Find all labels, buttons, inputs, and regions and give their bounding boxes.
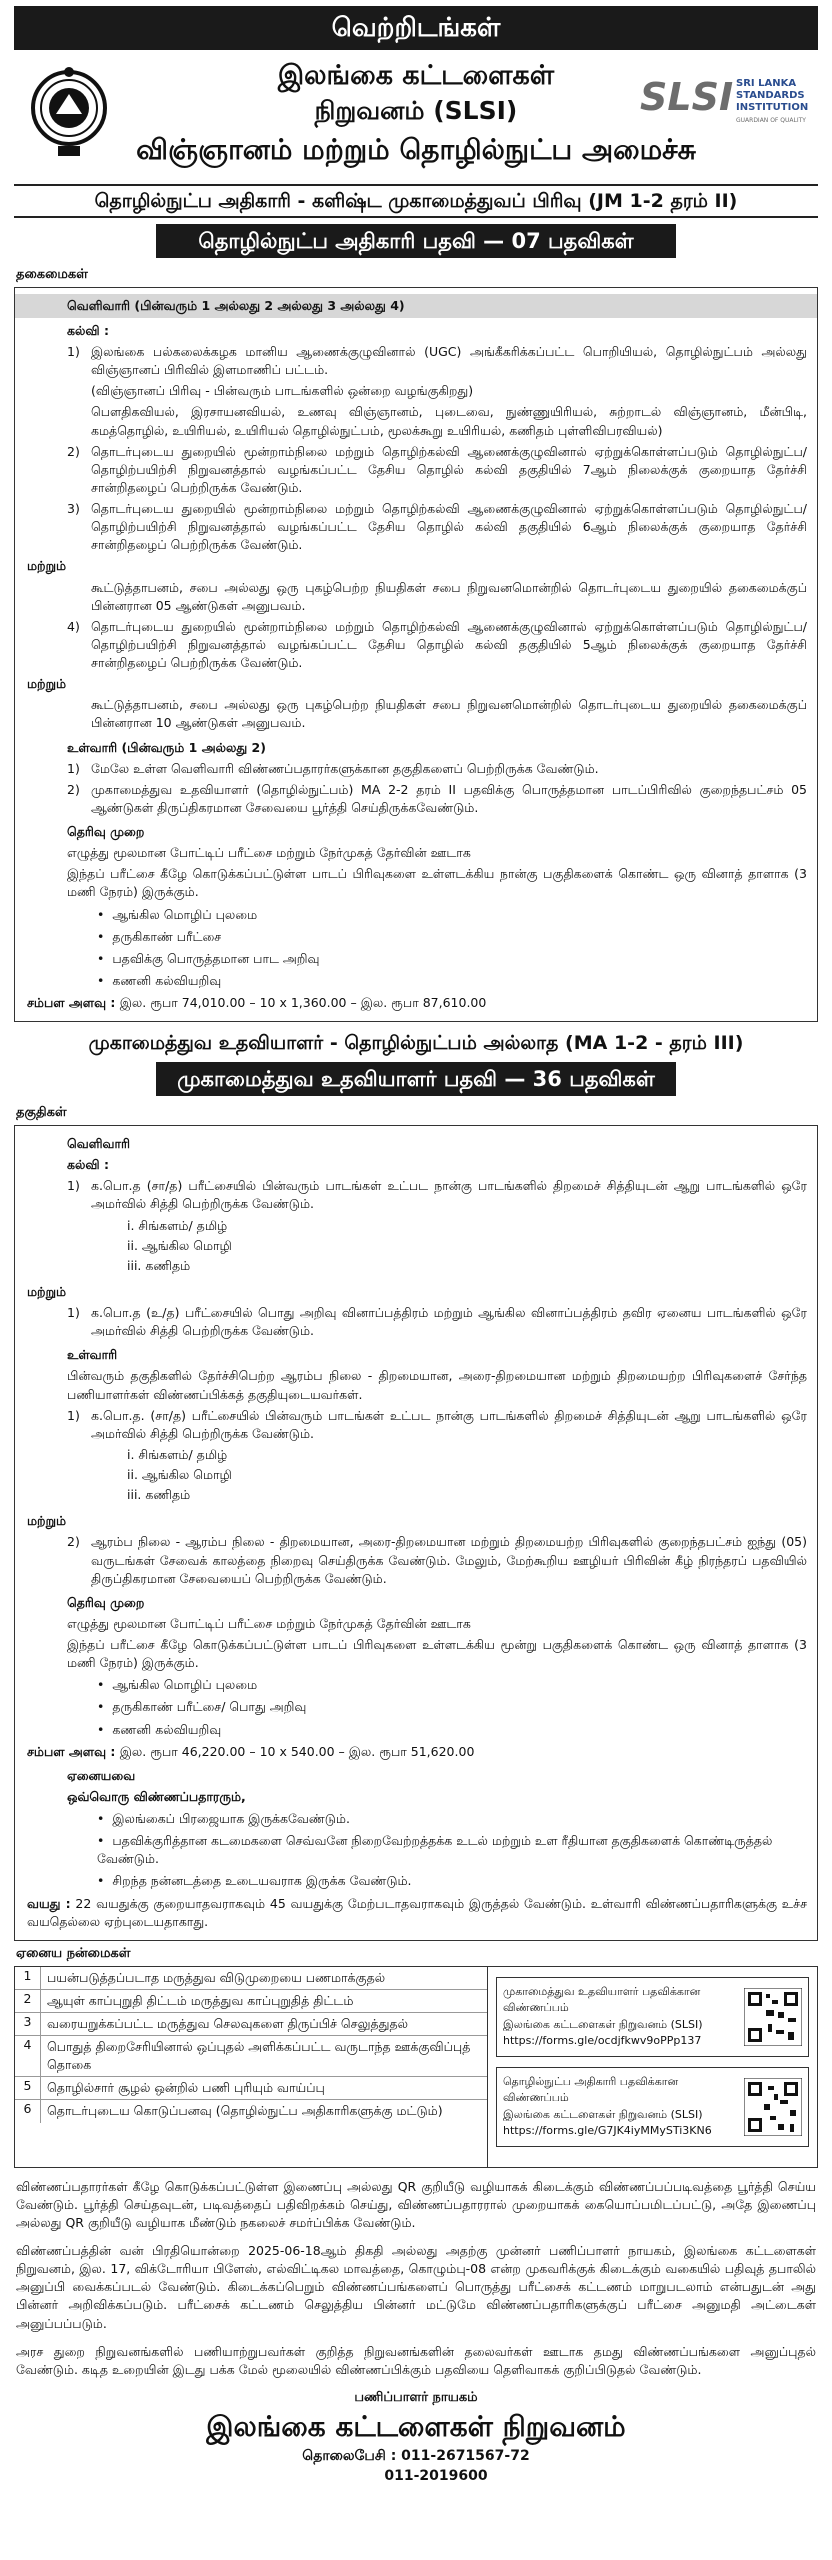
- post1-internal-label: உள்வாரி (பின்வரும் 1 அல்லது 2): [67, 739, 266, 755]
- post2-external-label: வெளிவாரி: [67, 1136, 131, 1152]
- list-item: • சிறந்த நன்னடத்தை உடையவராக இருக்க வேண்டும்.: [97, 1872, 807, 1890]
- list-item: • தருகிகாண் பரீட்சை/ பொது அறிவு: [97, 1698, 807, 1716]
- post1-external-label: வெளிவாரி (பின்வரும் 1 அல்லது 2 அல்லது 3 அல்லது 4): [15, 294, 817, 318]
- post1-edu-label: கல்வி :: [67, 322, 109, 338]
- qr1-line1: முகாமைத்துவ உதவியாளர் பதவிக்கான விண்ணப்பம்: [503, 1984, 701, 2015]
- table-row: 6 தொடர்புடைய கொடுப்பனவு (தொழில்நுட்ப அதிகாரிகளுக்கு மட்டும்): [15, 2100, 487, 2122]
- ministry-name: விஞ்ஞானம் மற்றும் தொழில்நுட்ப அமைச்சு: [136, 133, 696, 166]
- slsi-logo-icon: [638, 68, 808, 128]
- table-row: 2 ஆயுள் காப்புறுதி திட்டம் மருத்துவ காப்புறுதித் திட்டம்: [15, 1990, 487, 2013]
- benefits-table: [15, 1967, 487, 2167]
- post1-title: தொழில்நுட்ப அதிகாரி பதவி — 07 பதவிகள்: [156, 224, 676, 258]
- post2-int-1: 1) க.பொ.த. (சா/த) பரீட்சையில் பின்வரும் பாடங்கள் உட்பட நான்கு பாடங்களில் திறமைச் சித்தியுடன் ஆறு பாடங்களில் ஒரே அமர்வில் சித்தி பெற்றிருக்க வேண்டும்.: [67, 1407, 807, 1441]
- post1-int-1: 1) மேலே உள்ள வெளிவாரி விண்ணப்பதாரர்களுக்கான தகுதிகளைப் பெற்றிருக்க வேண்டும்.: [67, 760, 599, 776]
- post1-card: [14, 287, 818, 1022]
- qr1-line2: இலங்கை கட்டளைகள் நிறுவனம் (SLSI): [503, 2017, 703, 2031]
- list-item: ii. ஆங்கில மொழி: [127, 1237, 232, 1253]
- list-item: iii. கணிதம்: [127, 1487, 191, 1503]
- qr1-link[interactable]: https://forms.gle/ocdjfkwv9oPPp137: [503, 2034, 702, 2048]
- page-title: வெற்றிடங்கள்: [14, 6, 818, 50]
- post1-and-label-2: மற்றும்: [27, 676, 67, 692]
- post1-papers: [67, 906, 807, 991]
- qr-code-icon[interactable]: [744, 1988, 802, 2046]
- post2-internal-label: உள்வாரி: [67, 1347, 118, 1363]
- footer-tel-2: 011-2019600: [384, 2468, 488, 2485]
- post1-qual-label: தகைமைகள்: [16, 267, 88, 282]
- logo-text-1: SRI LANKA: [736, 78, 797, 89]
- post2-item-2: 1) க.பொ.த (உ/த) பரீட்சையில் பொது அறிவு வினாப்பத்திரம் மற்றும் ஆங்கில வினாப்பத்திரம் தவிர ஏனைய பாடங்களில் ஒரே அமர்வில் சித்தி பெற்றிருக்க வேண்டும்.: [67, 1305, 807, 1339]
- list-item: • பதவிக்குரித்தான கடமைகளை செவ்வனே நிறைவேற்றத்தக்க உடல் மற்றும் உள ரீதியான தகுதிகளைக் கொண்டிருத்தல் வேண்டும்.: [97, 1832, 807, 1868]
- list-item: • இலங்கைப் பிரஜையாக இருக்கவேண்டும்.: [97, 1810, 807, 1828]
- list-item: • கணனி கல்வியறிவு: [97, 972, 807, 990]
- list-item: i. சிங்களம்/ தமிழ்: [127, 1217, 228, 1233]
- qr2-link[interactable]: https://forms.gle/G7JK4iyMMySTi3KN6: [503, 2124, 712, 2138]
- list-item: • பதவிக்கு பொருத்தமான பாட அறிவு: [97, 950, 807, 968]
- benefits-section: [14, 1966, 818, 2168]
- benefits-label: ஏனைய நன்மைகள்: [16, 1945, 131, 1961]
- post2-qual-label: தகுதிகள்: [16, 1105, 67, 1121]
- signatory: பணிப்பாளர் நாயகம்: [354, 2389, 478, 2405]
- instructions-para-2: விண்ணப்பத்தின் வன் பிரதியொன்றை 2025-06-18ஆம் திகதி அல்லது அதற்கு முன்னர் பணிப்பாளர் நாயகம், இலங்கை கட்டளைகள் நிறுவனம், இல. 17, விக்டோரியா பிளேஸ், எல்விட்டிகல மாவத்தை, கொழும்பு-08 என்ற முகவரிக்குக் கிடைக்கும் வகையில் பதிவுத் தபாலில் அனுப்பி வைக்கப்படல் வேண்டும். கிடைக்கப்பெறும் விண்ணப்பங்களைப் பொருத்து பரீட்சைக் கட்டணம் மாறுபடலாம் என்பதுடன் அது பின்னர் அறிவிக்கப்படும். பரீட்சைக் கட்டணம் செலுத்திய பின்னர் மட்டுமே விண்ணப்பதாரிகளுக்குப் பரீட்சை அனுமதி அட்டைகள் அனுப்பப்படும்.: [16, 2243, 816, 2331]
- post2-and-label-1: மற்றும்: [27, 1283, 67, 1299]
- footer-org: இலங்கை கட்டளைகள் நிறுவனம்: [206, 2409, 626, 2443]
- post1-salary: சம்பள அளவு : இல. ரூபா 74,010.00 – 10 x 1,360.00 – இல. ரூபா 87,610.00: [27, 995, 487, 1011]
- post2-card: [14, 1125, 818, 1941]
- post1-item-4: 4) தொடர்புடைய துறையில் மூன்றாம்நிலை மற்றும் தொழிற்கல்வி ஆணைக்குழுவினால் ஏற்றுக்கொள்ளப்படும் தொழில்நுட்ப/ தொழிற்பயிற்சி நிறுவனத்தால் வழங்கப்பட்ட தேசிய தொழில் கல்வி தகுதியில் 5ஆம் நிலைக்குக் குறையாத தேர்ச்சி சான்றிதழைப் பெற்றிருக்க வேண்டும்.: [67, 618, 807, 671]
- post1-item-2: 2) தொடர்புடைய துறையில் மூன்றாம்நிலை மற்றும் தொழிற்கல்வி ஆணைக்குழுவினால் ஏற்றுக்கொள்ளப்படும் தொழில்நுட்ப/ தொழிற்பயிற்சி நிறுவனத்தால் வழங்கப்பட்ட தேசிய தொழில் கல்வி தகுதியில் 7ஆம் நிலைக்குக் குறையாத தேர்ச்சி சான்றிதழைப் பெற்றிருக்க வேண்டும்.: [67, 443, 807, 495]
- list-item: • ஆங்கில மொழிப் புலமை: [97, 906, 807, 924]
- post2-selection-label: தெரிவு முறை: [67, 1594, 145, 1610]
- list-item: • ஆங்கில மொழிப் புலமை: [97, 1676, 807, 1694]
- post1-and2-text: கூட்டுத்தாபனம், சபை அல்லது ஒரு புகழ்பெற்ற நியதிகள் சபை நிறுவனமொன்றில் தொடர்புடைய துறையில் தகைமைக்குப் பின்னரான 10 ஆண்டுகள் அனுபவம்.: [91, 697, 807, 731]
- qr-code-icon[interactable]: [744, 2078, 802, 2136]
- post2-and-label-2: மற்றும்: [27, 1513, 67, 1529]
- post1-int-2: 2) முகாமைத்துவ உதவியாளர் (தொழில்நுட்பம்) MA 2-2 தரம் II பதவிக்கு பொருத்தமான பாடப்பிரிவில் குறைந்தபட்சம் 05 ஆண்டுகள் திருப்திகரமான சேவையை பூர்த்தி செய்திருக்கவேண்டும்.: [67, 781, 807, 815]
- instructions-para-3: அரச துறை நிறுவனங்களில் பணியாற்றுபவர்கள் குறித்த நிறுவனங்களின் தலைவர்கள் ஊடாக தமது விண்ணப்பங்களை அனுப்புதல் வேண்டும். கடித உறையின் இடது பக்க மேல் மூலையில் விண்ணப்பிக்கும் பதவியை தெளிவாகக் குறிப்பிடுதல் வேண்டும்.: [16, 2343, 816, 2377]
- post1-item-1: 1) இலங்கை பல்கலைக்கழக மானிய ஆணைக்குழுவினால் (UGC) அங்கீகரிக்கப்பட்ட பொறியியல், தொழில்நுட்பம் அல்லது விஞ்ஞானப் பிரிவில் இளமாணிப் பட்டம்.: [67, 344, 807, 378]
- post2-int-2: 2) ஆரம்ப நிலை - ஆரம்ப நிலை - திறமையான, அரை-திறமையான மற்றும் திறமையற்ற பிரிவுகளில் குறைந்தபட்சம் ஐந்து (05) வருடங்கள் சேவைக் காலத்தை நிறைவு செய்திருக்க வேண்டும். மேலும், மேற்கூறிய ஊழியர் பிரிவின் கீழ் நிரந்தரப் பதவியில் திருப்திகரமான சேவையைப் பெற்றிருக்க வேண்டும்.: [67, 1534, 807, 1586]
- post2-internal-intro: பின்வரும் தகுதிகளில் தேர்ச்சிபெற்ற ஆரம்ப நிலை - திறமையான, அரை-திறமையான மற்றும் திறமையற்ற பிரிவுகளைச் சேர்ந்த பணியாளர்கள் விண்ணப்பிக்கத் தகுதியுடையவர்கள்.: [67, 1368, 807, 1402]
- post2-age: வயது : 22 வயதுக்கு குறையாதவராகவும் 45 வயதுக்கு மேற்படாதவராகவும் இருத்தல் வேண்டும். உள்வாரி விண்ணப்பதாரிகளுக்கு உச்ச வயதெல்லை ஏற்புடையதாகாது.: [27, 1895, 807, 1929]
- list-item: • கணனி கல்வியறிவு: [97, 1721, 807, 1739]
- table-row: 1 பயன்படுத்தப்படாத மருத்துவ விடுமுறையை பணமாக்குதல்: [15, 1967, 487, 1990]
- post2-subjects: [67, 1217, 807, 1275]
- footer: [14, 2389, 818, 2486]
- header: [14, 58, 818, 180]
- list-item: iii. கணிதம்: [127, 1257, 191, 1273]
- list-item: • தருகிகாண் பரீட்சை: [97, 928, 807, 946]
- instructions-para-1: விண்ணப்பதாரர்கள் கீழே கொடுக்கப்பட்டுள்ள இணைப்பு அல்லது QR குறியீடு வழியாகக் கிடைக்கும் விண்ணப்பப்படிவத்தை பூர்த்தி செய்ய வேண்டும். பூர்த்தி செய்தவுடன், படிவத்தைப் பதிவிறக்கம் செய்து, விண்ணப்பதாரரால் முறையாகக் கையொப்பமிடப்பட்டு, அதே இணைப்பு அல்லது QR குறியீடு வழியாக மீண்டும் நகலைச் சமர்ப்பிக்க வேண்டும்.: [16, 2178, 816, 2230]
- svg-text:SLSI: SLSI: [640, 75, 734, 119]
- table-row: 5 தொழில்சார் சூழல் ஒன்றில் பணி புரியும் வாய்ப்பு: [15, 2077, 487, 2100]
- post1-item-3: 3) தொடர்புடைய துறையில் மூன்றாம்நிலை மற்றும் தொழிற்கல்வி ஆணைக்குழுவினால் ஏற்றுக்கொள்ளப்படும் தொழில்நுட்ப/ தொழிற்பயிற்சி நிறுவனத்தால் வழங்கப்பட்ட தேசிய தொழில் கல்வி தகுதியில் 6ஆம் நிலைக்குக் குறையாத தேர்ச்சி சான்றிதழைப் பெற்றிருக்க வேண்டும்.: [67, 501, 807, 553]
- qr-links: [487, 1967, 817, 2167]
- org-name-line2: நிறுவனம் (SLSI): [314, 96, 518, 125]
- qr-box-ma[interactable]: [496, 1977, 809, 2057]
- post1-selection-1: எழுத்து மூலமான போட்டிப் பரீட்சை மற்றும் நேர்முகத் தேர்வின் ஊடாக: [67, 845, 471, 861]
- post2-title: முகாமைத்துவ உதவியாளர் பதவி — 36 பதவிகள்: [156, 1062, 676, 1096]
- post2-int-subjects: [67, 1446, 807, 1504]
- list-item: ii. ஆங்கில மொழி: [127, 1467, 232, 1483]
- logo-tagline: GUARDIAN OF QUALITY: [736, 117, 806, 124]
- post2-selection-1: எழுத்து மூலமான போட்டிப் பரீட்சை மற்றும் நேர்முகத் தேர்வின் ஊடாக: [67, 1615, 471, 1631]
- sub-heading: தொழில்நுட்ப அதிகாரி - களிஷ்ட முகாமைத்துவப் பிரிவு (JM 1-2 தரம் II): [14, 184, 818, 218]
- post2-salary: சம்பள அளவு : இல. ரூபா 46,220.00 – 10 x 540.00 – இல. ரூபா 51,620.00: [27, 1743, 475, 1759]
- qr2-line2: இலங்கை கட்டளைகள் நிறுவனம் (SLSI): [503, 2107, 703, 2121]
- post2-papers: [67, 1676, 807, 1738]
- post1-item1-note: (விஞ்ஞானப் பிரிவு - பின்வரும் பாடங்களில் ஒன்றை வழங்குகிறது): [91, 383, 474, 399]
- logo-text-3: INSTITUTION: [736, 102, 808, 113]
- org-name-line1: இலங்கை கட்டளைகள்: [277, 60, 555, 91]
- post1-item1-subjects: பௌதிகவியல், இரசாயனவியல், உணவு விஞ்ஞானம், புடைவை, நுண்ணுயிரியல், சுற்றாடல் விஞ்ஞானம், மீன்பிடி, கமத்தொழில், உயிரியல், உயிரியல் தொழில்நுட்பம், மூலக்கூறு உயிரியல், கணிதம் புள்ளிவிபரவியல்): [91, 404, 807, 438]
- post1-and1-text: கூட்டுத்தாபனம், சபை அல்லது ஒரு புகழ்பெற்ற நியதிகள் சபை நிறுவனமொன்றில் தொடர்புடைய துறையில் தகைமைக்குப் பின்னரான 05 ஆண்டுகள் அனுபவம்.: [91, 579, 807, 613]
- mid-heading: முகாமைத்துவ உதவியாளர் - தொழில்நுட்பம் அல்லாத (MA 1-2 - தரம் III): [88, 1032, 744, 1055]
- post1-selection-label: தெரிவு முறை: [67, 824, 145, 840]
- table-row: 3 வரையறுக்கப்பட்ட மருத்துவ செலவுகளை திருப்பிச் செலுத்துதல்: [15, 2013, 487, 2036]
- logo-text-2: STANDARDS: [736, 90, 805, 101]
- table-row: 4 பொதுத் திறைசேரியினால் ஒப்புதல் அளிக்கப்பட்ட வருடாந்த ஊக்குவிப்புத் தொகை: [15, 2036, 487, 2077]
- qr2-line1: தொழில்நுட்ப அதிகாரி பதவிக்கான விண்ணப்பம்: [503, 2074, 679, 2105]
- qr-box-to[interactable]: [496, 2067, 809, 2147]
- list-item: i. சிங்களம்/ தமிழ்: [127, 1446, 228, 1462]
- footer-tel: தொலைபேசி : 011-2671567-72: [302, 2447, 530, 2464]
- post2-others: [67, 1810, 807, 1891]
- post2-each-label: ஒவ்வொரு விண்ணப்பதாரரும்,: [67, 1788, 246, 1804]
- post2-other-label: ஏனையவை: [67, 1767, 136, 1783]
- post2-item-1: 1) க.பொ.த (சா/த) பரீட்சையில் பின்வரும் பாடங்கள் உட்பட நான்கு பாடங்களில் திறமைச் சித்தியுடன் ஆறு பாடங்களில் ஒரே அமர்வில் சித்தி பெற்றிருக்க வேண்டும்.: [67, 1178, 807, 1212]
- post1-and-label-1: மற்றும்: [27, 558, 67, 574]
- sri-lanka-emblem-icon: [28, 64, 110, 160]
- post2-edu-label: கல்வி :: [67, 1157, 109, 1173]
- post2-selection-2: இந்தப் பரீட்சை கீழே கொடுக்கப்பட்டுள்ள பாடப் பிரிவுகளை உள்ளடக்கிய மூன்று பகுதிகளைக் கொண்ட ஒரு வினாத் தாளாக (3 மணி நேரம்) இருக்கும்.: [67, 1637, 807, 1671]
- post1-selection-2: இந்தப் பரீட்சை கீழே கொடுக்கப்பட்டுள்ள பாடப் பிரிவுகளை உள்ளடக்கிய நான்கு பகுதிகளைக் கொண்ட ஒரு வினாத் தாளாக (3 மணி நேரம்) இருக்கும்.: [67, 866, 807, 900]
